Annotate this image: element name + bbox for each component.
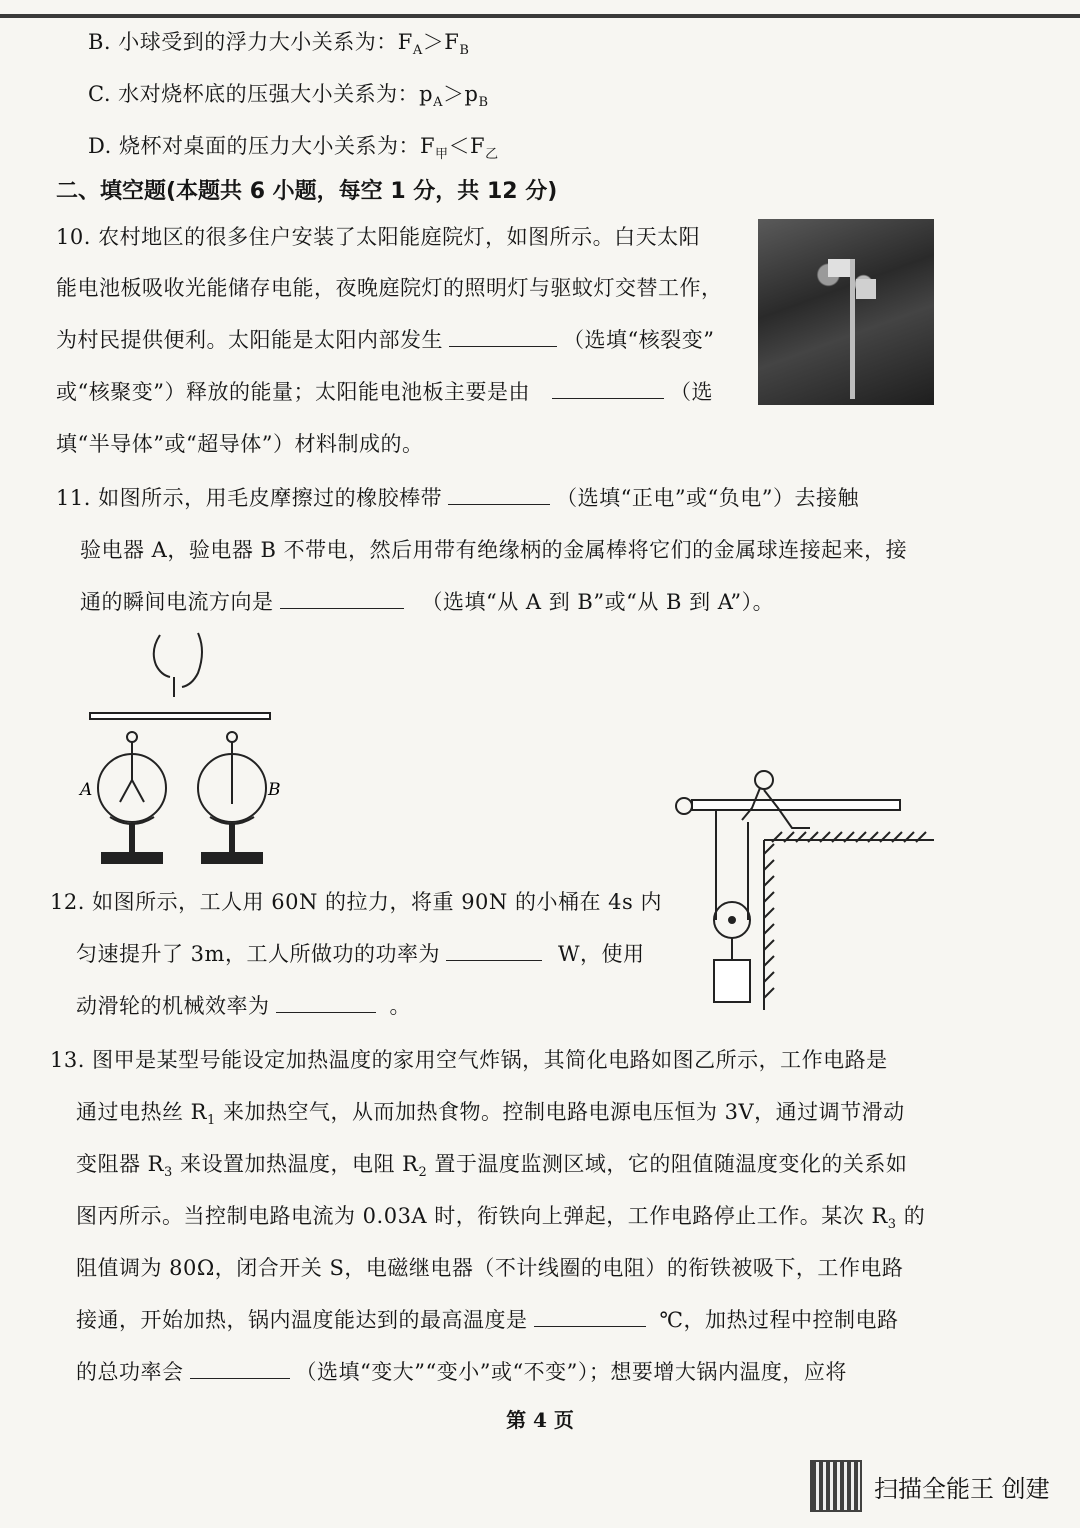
q12-blank-1[interactable]	[446, 942, 542, 961]
q10-line2: 能电池板吸收光能储存电能，夜晚庭院灯的照明灯与驱蚊灯交替工作，	[56, 276, 723, 300]
q11-blank-1[interactable]	[448, 486, 550, 505]
q13-line7: 的总功率会 （选填“变大”“变小”或“不变”）；想要增大锅内温度，应将	[76, 1360, 847, 1384]
q10-blank-2[interactable]	[552, 380, 664, 399]
q11-line1: 11. 如图所示，用毛皮摩擦过的橡胶棒带 （选填“正电”或“负电”）去接触	[56, 486, 860, 510]
q13-blank-1[interactable]	[534, 1308, 646, 1327]
lamp-head	[828, 259, 850, 277]
bucket	[714, 960, 750, 1002]
q12-line1: 12. 如图所示，工人用 60N 的拉力，将重 90N 的小桶在 4s 内	[50, 890, 662, 914]
q13-line4: 图丙所示。当控制电路电流为 0.03A 时，衔铁向上弹起，工作电路停止工作。某次 $R_3$ 的	[76, 1204, 926, 1233]
pulley-figure	[672, 770, 937, 1015]
scanner-watermark	[810, 1460, 1050, 1512]
q13-line2: 通过电热丝 $R_1$ 来加热空气，从而加热食物。控制电路电源电压恒为 3V，通过调节滑动	[76, 1100, 905, 1129]
solar-lamp-photo	[758, 219, 934, 405]
label-a: A	[80, 780, 93, 800]
page-number: 第 4 页	[506, 1408, 574, 1432]
option-d: D. 烧杯对桌面的压力大小关系为：$F_甲<F_乙$	[88, 134, 499, 163]
qr-code-icon	[810, 1460, 862, 1512]
q13-blank-2[interactable]	[190, 1360, 290, 1379]
q12-blank-2[interactable]	[276, 994, 376, 1013]
option-c: C. 水对烧杯底的压强大小关系为：$p_A>p_B$	[88, 82, 489, 111]
q10-blank-1[interactable]	[449, 328, 557, 347]
q11-line3: 通的瞬间电流方向是 （选填“从 A 到 B”或“从 B 到 A”）。	[80, 590, 775, 614]
metal-rod	[90, 713, 270, 719]
q13-line1: 13. 图甲是某型号能设定加热温度的家用空气炸锅，其简化电路如图乙所示，工作电路是	[50, 1048, 888, 1072]
q10-line4: 或“核聚变”）释放的能量；太阳能电池板主要是由 （选	[56, 380, 713, 404]
beam	[692, 800, 900, 810]
q11-blank-2[interactable]	[280, 590, 404, 609]
electroscope-figure	[70, 625, 290, 875]
hand-outline	[154, 635, 170, 677]
q11-line2: 验电器 A，验电器 B 不带电，然后用带有绝缘柄的金属棒将它们的金属球连接起来，接	[80, 538, 908, 562]
lamp-pole	[850, 259, 855, 399]
metal-ball-b	[227, 732, 237, 742]
q12-line3: 动滑轮的机械效率为 。	[76, 994, 411, 1018]
q10-line1: 10. 农村地区的很多住户安装了太阳能庭院灯，如图所示。白天太阳	[56, 225, 701, 249]
q10-line3: 为村民提供便利。太阳能是太阳内部发生 （选填“核裂变”	[56, 328, 715, 352]
q12-line2: 匀速提升了 3m，工人所做功的功率为 W，使用	[76, 942, 645, 966]
lamp-panel	[856, 279, 876, 299]
metal-ball-a	[127, 732, 137, 742]
watermark-text: 扫描全能王 创建	[874, 1474, 1050, 1503]
q13-line6: 接通，开始加热，锅内温度能达到的最高温度是 ℃，加热过程中控制电路	[76, 1308, 899, 1332]
q10-line5: 填“半导体”或“超导体”）材料制成的。	[56, 432, 424, 456]
section-title: 二、填空题(本题共 6 小题，每空 1 分，共 12 分)	[56, 179, 558, 204]
top-border-line	[0, 14, 1080, 18]
option-b: B. 小球受到的浮力大小关系为：$F_A>F_B$	[88, 30, 470, 59]
q13-line5: 阻值调为 80Ω，闭合开关 S，电磁继电器（不计线圈的电阻）的衔铁被吸下，工作电路	[76, 1256, 904, 1280]
q13-line3: 变阻器 $R_3$ 来设置加热温度，电阻 $R_2$ 置于温度监测区域，它的阻值随温度变化的关系如	[76, 1152, 908, 1181]
label-b: B	[268, 780, 281, 800]
